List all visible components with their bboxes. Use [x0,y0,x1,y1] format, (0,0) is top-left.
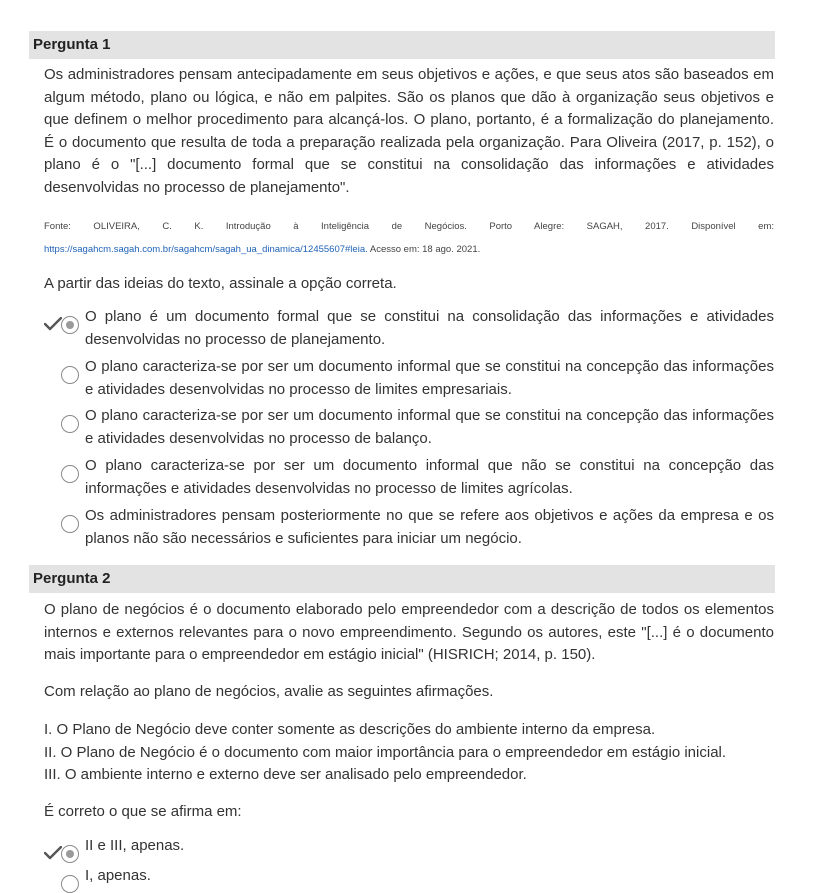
question-2-statements [44,719,774,787]
statement-1: I. O Plano de Negócio deve conter somente as descrições do ambiente interno da empresa. [44,721,656,738]
q1-option-2[interactable] [44,358,774,411]
check-icon [44,846,62,860]
question-2-intro: Com relação ao plano de negócios, avalie as seguintes afirmações. [44,683,494,700]
q1-option-2-radio[interactable] [61,366,79,384]
statement-3: III. O ambiente interno e externo deve ser analisado pelo empreendedor. [44,766,527,783]
q1-option-1[interactable] [44,308,774,361]
q1-option-5-label: Os administradores pensam posteriormente no que se refere aos objetivos e ações da empresa e os planos não são necessários e suficientes para iniciar um negócio. [85,507,774,547]
q1-option-1-label: O plano é um documento formal que se constitui na consolidação das informações e atividades desenvolvidas no processo de planejamento. [85,308,774,348]
question-1-prompt: A partir das ideias do texto, assinale a opção correta. [44,275,397,292]
question-1-text: Os administradores pensam antecipadamente em seus objetivos e ações, e que seus atos são baseados em algum método, plano ou lógica, e não em palpites. São os planos que dão à organização seus objetivos e que definem o melhor procedimento para alcançá-los. O plano, portanto, é a formalização do planejamento. É o documento que resulta de toda a preparação realizada pela organização. Para Oliveira (2017, p. 152), o plano é o "[...] documento formal que se constitui na consolidação das informações e atividades desenvolvidas no processo de planejamento". [44,66,774,196]
source-link[interactable]: https://sagahcm.sagah.com.br/sagahcm/sagah_ua_dinamica/12455607#leia. [44,244,368,255]
statement-2: II. O Plano de Negócio é o documento com maior importância para o empreendedor em estágio inicial. [44,743,727,761]
q1-option-4-radio[interactable] [61,465,79,483]
question-1-source [44,215,774,261]
question-2-text: O plano de negócios é o documento elaborado pelo empreendedor com a descrição de todos os elementos internos e externos relevantes para o novo empreendimento. Segundo os autores, este "[...] é o documento mais importante para o empreendedor em estágio inicial" (HISRICH; 2014, p. 150). [44,601,774,663]
q1-option-4[interactable] [44,457,774,510]
q1-option-5[interactable] [44,507,774,560]
q1-option-1-radio[interactable] [61,316,79,334]
q2-option-1-label: II e III, apenas. [85,837,185,854]
q2-option-2-radio[interactable] [61,875,79,893]
q1-option-3-radio[interactable] [61,415,79,433]
source-access-date: Acesso em: 18 ago. 2021. [367,244,481,255]
source-citation: Fonte: OLIVEIRA, C. K. Introdução à Inteligência de Negócios. Porto Alegre: SAGAH, 2017. Disponível em: [44,221,774,232]
q1-option-2-label: O plano caracteriza-se por ser um documento informal que se constitui na concepção das informações e atividades desenvolvidas no processo de limites empresariais. [85,358,774,398]
question-1-header: Pergunta 1 [29,31,775,59]
q2-option-2-label: I, apenas. [85,867,151,884]
q1-option-3[interactable] [44,407,774,460]
q1-option-4-label: O plano caracteriza-se por ser um documento informal que não se constitui na concepção das informações e atividades desenvolvidas no processo de limites agrícolas. [85,457,774,497]
question-2-prompt: É correto o que se afirma em: [44,803,242,820]
q2-option-2[interactable] [44,867,774,890]
question-2-header: Pergunta 2 [29,565,775,593]
q2-option-1-radio[interactable] [61,845,79,863]
q1-option-3-label: O plano caracteriza-se por ser um documento informal que se constitui na concepção das informações e atividades desenvolvidas no processo de balanço. [85,407,774,447]
q1-option-5-radio[interactable] [61,515,79,533]
check-icon [44,317,62,331]
